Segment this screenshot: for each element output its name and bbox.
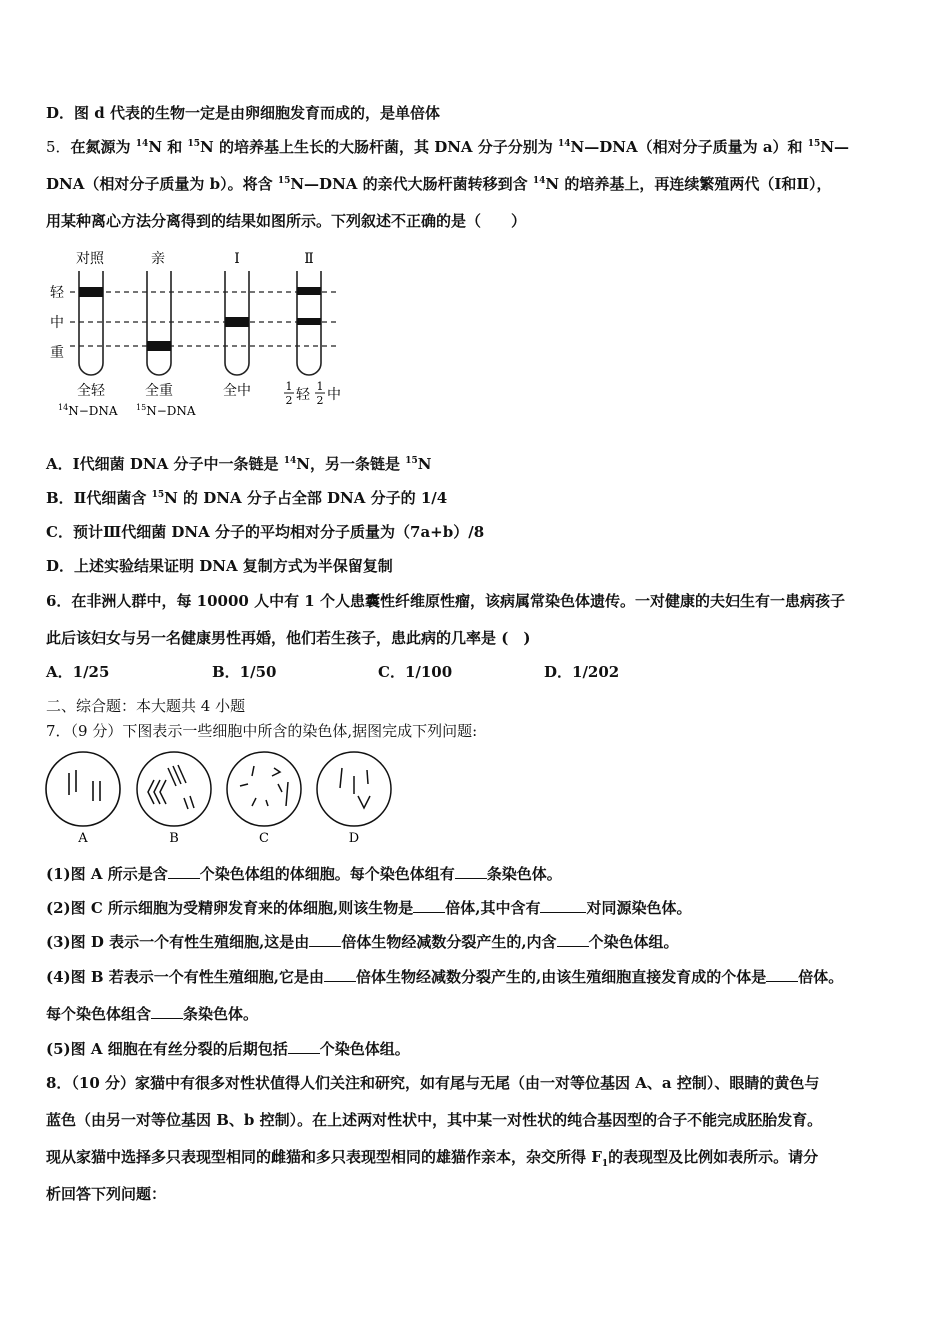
cell-label-a: A bbox=[78, 831, 88, 846]
q7-sub5: (5)图 A 细胞在有丝分裂的后期包括 个染色体组。 bbox=[46, 1040, 410, 1058]
section-2-heading: 二、综合题：本大题共 4 小题 bbox=[46, 697, 246, 715]
cell-label-c: C bbox=[259, 831, 269, 846]
tube-label-gen2: Ⅱ bbox=[304, 251, 314, 267]
q5-stem-line2: DNA（相对分子质量为 b）。将含 $^{15}$N—DNA 的亲代大肠杆菌转移到含 $^{14}$N 的培养基上，再连续繁殖两代（Ⅰ和Ⅱ）， bbox=[46, 175, 832, 193]
q6-options bbox=[46, 662, 619, 682]
tube-label-gen1: Ⅰ bbox=[234, 251, 240, 267]
q7-sub3: (3)图 D 表示一个有性生殖细胞,这是由 倍体生物经减数分裂产生的,内含 个染色体组。 bbox=[46, 933, 679, 951]
cell-label-d: D bbox=[348, 831, 360, 846]
q7-sub2: (2)图 C 所示细胞为受精卵发育来的体细胞,则该生物是 倍体,其中含有 对同源染色体。 bbox=[46, 899, 692, 917]
cell-b bbox=[137, 752, 211, 826]
q7-stem: 7．（9 分）下图表示一些细胞中所含的染色体,据图完成下列问题: bbox=[46, 722, 478, 740]
q8-stem-line4: 析回答下列问题： bbox=[46, 1185, 167, 1203]
cell-label-b: B bbox=[169, 831, 179, 846]
svg-text:轻: 轻 bbox=[296, 387, 310, 403]
row-label-light: 轻 bbox=[50, 285, 64, 301]
q5-stem-line1: 5．在氮源为 $^{14}$N 和 $^{15}$N 的培养基上生长的大肠杆菌，其 DNA 分子分别为 $^{14}$N—DNA（相对分子质量为 a）和 $^{15}$N— bbox=[46, 138, 850, 156]
row-label-heavy: 重 bbox=[50, 345, 64, 361]
q6-option-a: A．1/25 bbox=[46, 663, 110, 681]
q5-option-b: B．Ⅱ代细菌含 $^{15}$N 的 DNA 分子占全部 DNA 分子的 1/4 bbox=[46, 489, 448, 507]
cell-d bbox=[317, 752, 391, 826]
q6-stem-line2: 此后该妇女与另一名健康男性再婚，他们若生孩子，患此病的几率是 ( ) bbox=[46, 629, 531, 647]
bottom-label-all-medium: 全中 bbox=[223, 383, 251, 399]
q6-option-c: C．1/100 bbox=[378, 663, 453, 681]
row-label-medium: 中 bbox=[50, 315, 64, 331]
svg-text:中: 中 bbox=[327, 387, 341, 403]
bottom-label-all-heavy: 全重 bbox=[145, 383, 173, 399]
q6-option-d: D．1/202 bbox=[544, 663, 620, 681]
svg-text:1: 1 bbox=[316, 380, 324, 393]
q5-option-c: C．预计Ⅲ代细菌 DNA 分子的平均相对分子质量为（7a+b）/8 bbox=[46, 523, 485, 541]
svg-text:2: 2 bbox=[285, 394, 293, 407]
q7-sub1: (1)图 A 所示是含 个染色体组的体细胞。每个染色体组有 条染色体。 bbox=[46, 865, 562, 883]
cell-c bbox=[227, 752, 301, 826]
q8-stem-line1: 8．（10 分）家猫中有很多对性状值得人们关注和研究，如有尾与无尾（由一对等位基因 A、a 控制）、眼睛的黄色与 bbox=[46, 1074, 820, 1092]
svg-text:2: 2 bbox=[316, 394, 324, 407]
q7-sub4-cont: 每个染色体组含 条染色体。 bbox=[46, 1005, 259, 1023]
q4-option-d: D．图 d 代表的生物一定是由卵细胞发育而成的，是单倍体 bbox=[46, 104, 440, 122]
q6-stem-line1: 6．在非洲人群中，每 10000 人中有 1 个人患囊性纤维原性瘤，该病属常染色体遗传。一对健康的夫妇生有一患病孩子 bbox=[46, 592, 845, 610]
q6-option-b: B．1/50 bbox=[212, 663, 277, 681]
cells-figure bbox=[42, 748, 396, 848]
cell-a bbox=[46, 752, 120, 826]
bottom-sub-14n: $^{14}$N−DNA bbox=[58, 403, 118, 418]
q5-option-d: D．上述实验结果证明 DNA 复制方式为半保留复制 bbox=[46, 557, 393, 575]
tube-label-control: 对照 bbox=[76, 251, 104, 267]
q8-stem-line2: 蓝色（由另一对等位基因 B、b 控制）。在上述两对性状中，其中某一对性状的纯合基因型的合子不能完成胚胎发育。 bbox=[46, 1111, 823, 1129]
q8-stem-line3: 现从家猫中选择多只表现型相同的雌猫和多只表现型相同的雄猫作亲本，杂交所得 $F_1$的表现型及比例如表所示。请分 bbox=[46, 1148, 819, 1169]
q5-stem-line3: 用某种离心方法分离得到的结果如图所示。下列叙述不正确的是（ ） bbox=[46, 212, 527, 230]
q7-sub4: (4)图 B 若表示一个有性生殖细胞,它是由 倍体生物经减数分裂产生的,由该生殖细胞直接发育成的个体是 倍体。 bbox=[46, 968, 844, 986]
bottom-label-all-light: 全轻 bbox=[77, 383, 105, 399]
svg-text:1: 1 bbox=[285, 380, 293, 393]
tube-label-parent: 亲 bbox=[151, 251, 165, 267]
bottom-sub-15n: $^{15}$N−DNA bbox=[136, 403, 196, 418]
q5-option-a: A．Ⅰ代细菌 DNA 分子中一条链是 $^{14}$N，另一条链是 $^{15}$N bbox=[46, 455, 432, 473]
centrifuge-figure bbox=[44, 245, 356, 425]
